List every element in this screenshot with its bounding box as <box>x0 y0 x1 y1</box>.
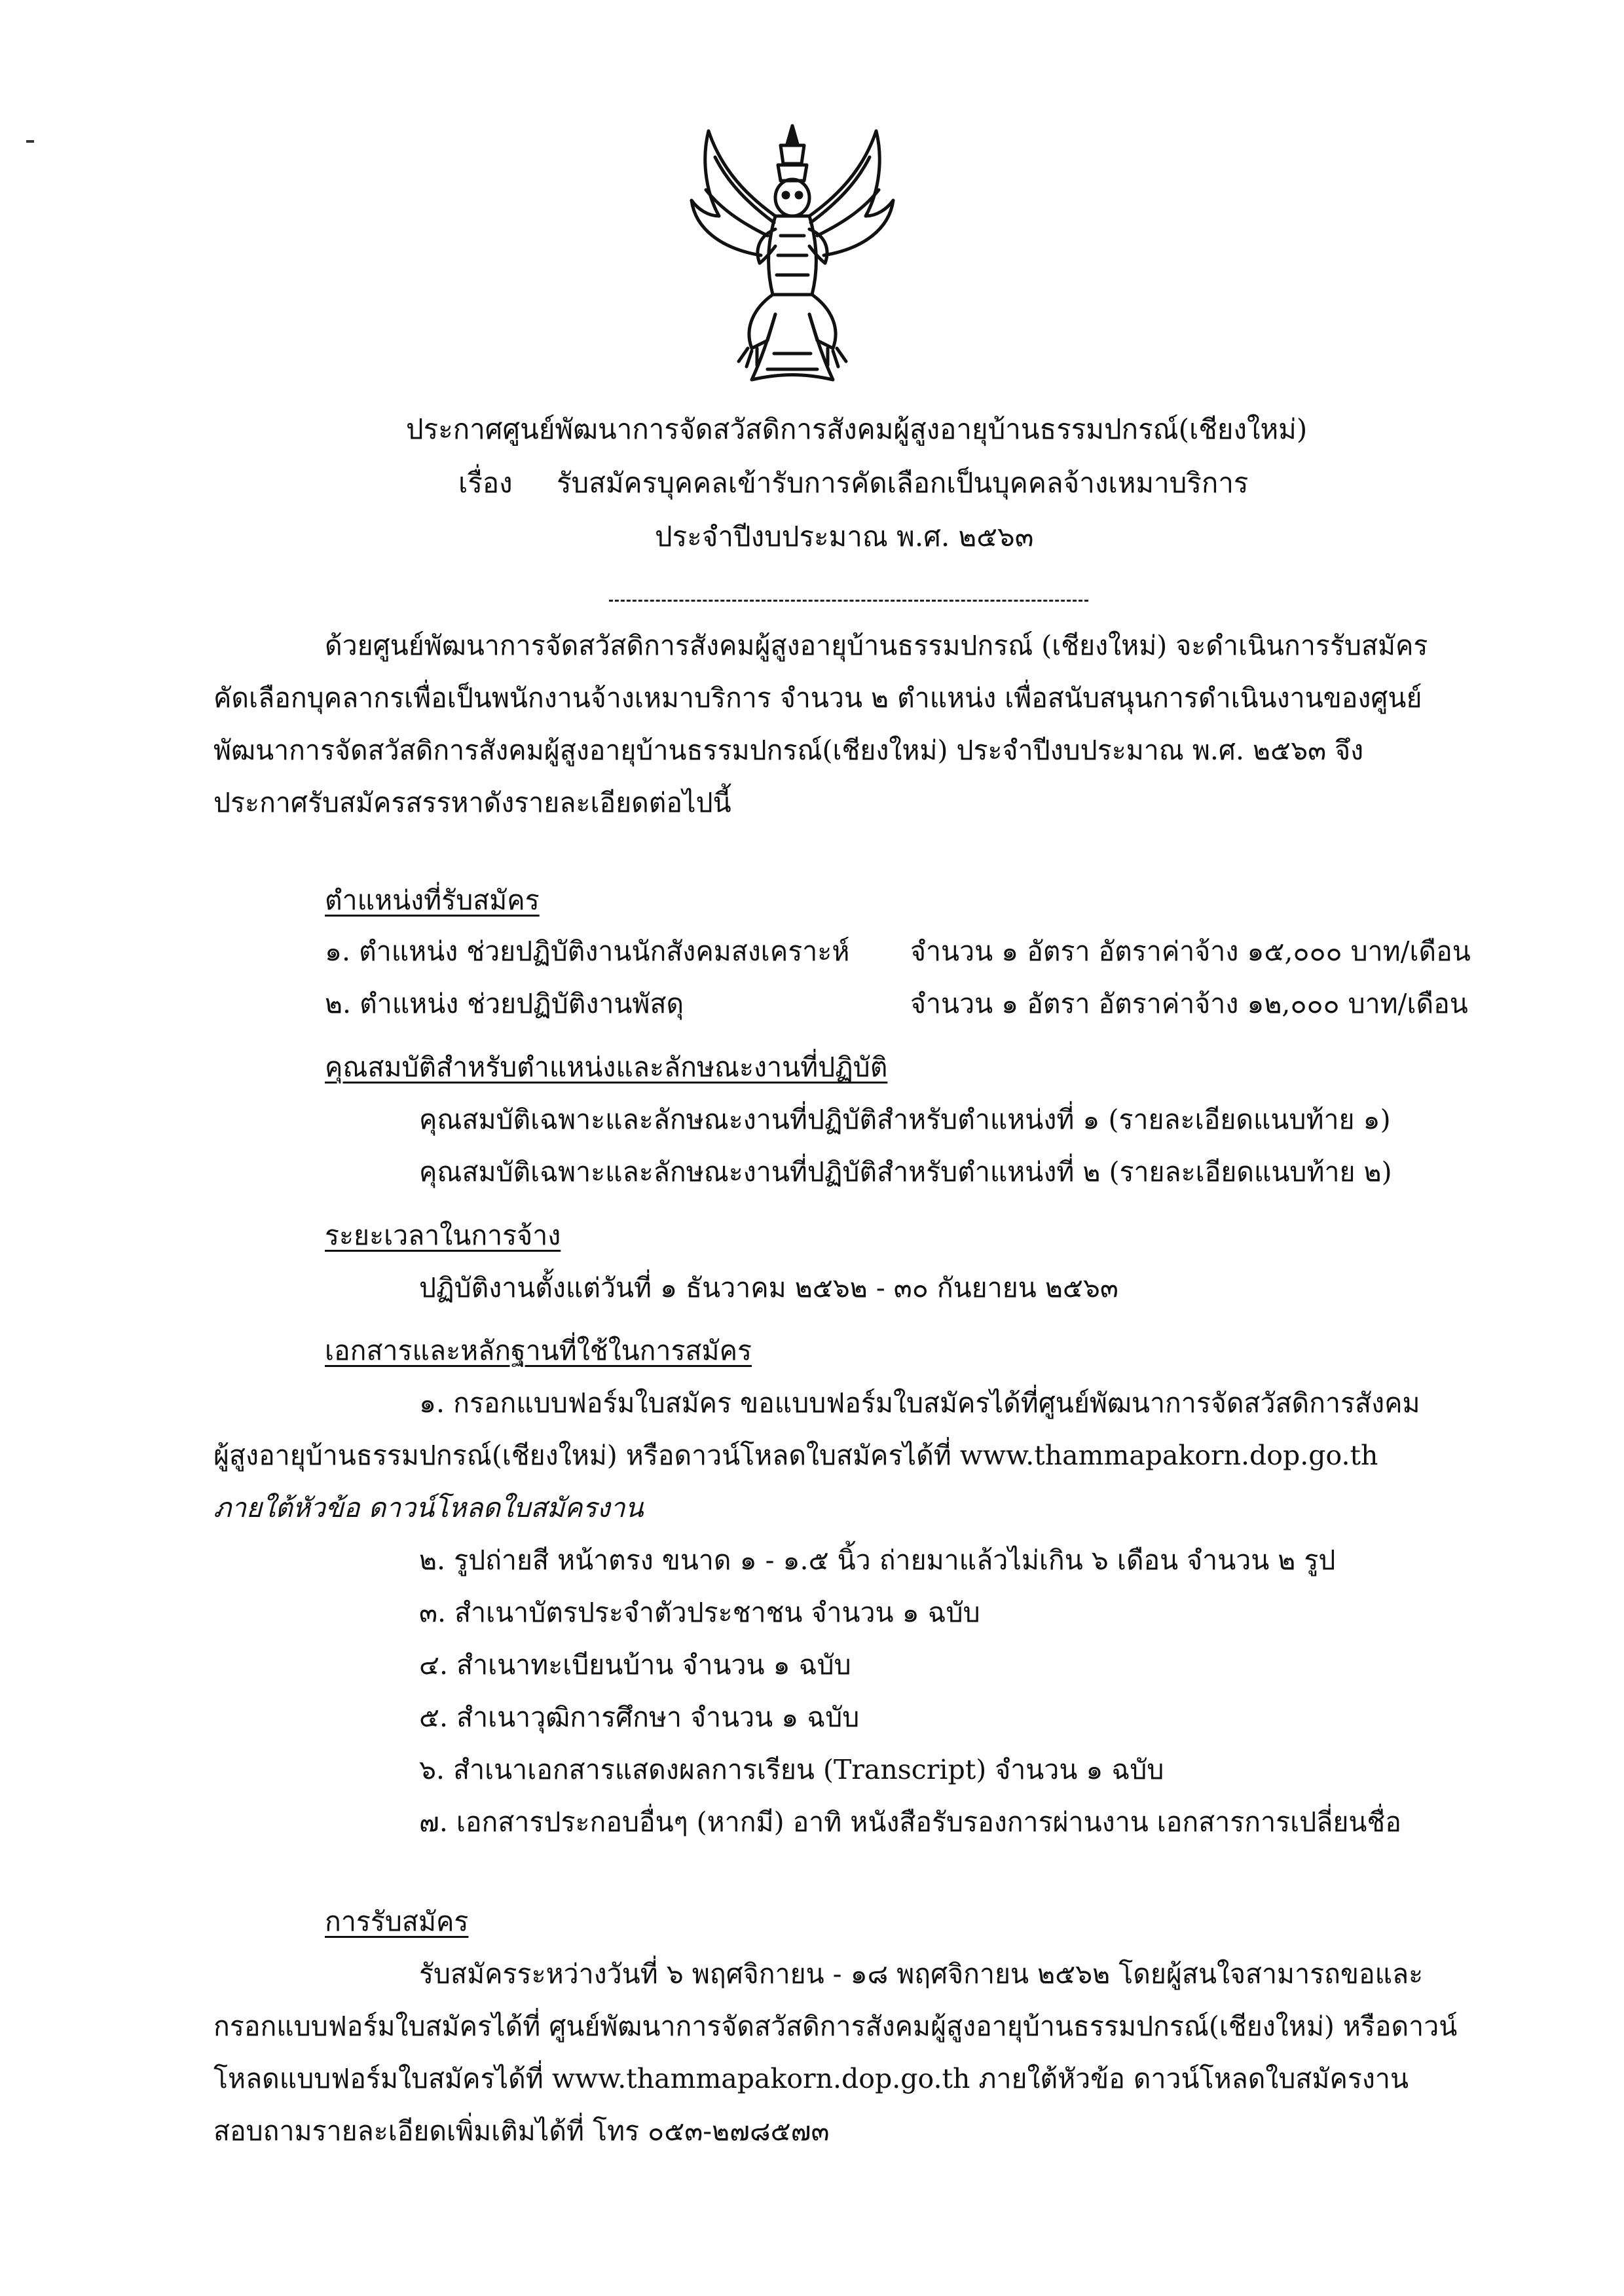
qualification-2: คุณสมบัติเฉพาะและลักษณะงานที่ปฏิบัติสำหรับตำแหน่งที่ ๒ (รายละเอียดแนบท้าย ๒) <box>419 1156 1392 1188</box>
document-item-2: ๒. รูปถ่ายสี หน้าตรง ขนาด ๑ - ๑.๕ นิ้ว ถ่ายมาแล้วไม่เกิน ๖ เดือน จำนวน ๒ รูป <box>419 1544 1336 1576</box>
employment-period-heading: ระยะเวลาในการจ้าง <box>325 1220 561 1251</box>
application-line-1: รับสมัครระหว่างวันที่ ๖ พฤศจิกายน - ๑๘ พฤศจิกายน ๒๕๖๒ โดยผู้สนใจสามารถขอและ <box>419 1958 1424 1990</box>
document-item-3: ๓. สำเนาบัตรประจำตัวประชาชน จำนวน ๑ ฉบับ <box>419 1597 980 1628</box>
document-item-4: ๔. สำเนาทะเบียนบ้าน จำนวน ๑ ฉบับ <box>419 1649 851 1681</box>
document-item-1-line-1: ๑. กรอกแบบฟอร์มใบสมัคร ขอแบบฟอร์มใบสมัครได้ที่ศูนย์พัฒนาการจัดสวัสดิการสังคม <box>419 1387 1420 1419</box>
header-divider <box>609 600 1088 602</box>
position-1-name: ๑. ตำแหน่ง ช่วยปฏิบัติงานนักสังคมสงเคราะห์ <box>325 936 850 967</box>
intro-line-4: ประกาศรับสมัครสรรหาดังรายละเอียดต่อไปนี้ <box>213 787 731 818</box>
subject-text: รับสมัครบุคคลเข้ารับการคัดเลือกเป็นบุคคลจ้างเหมาบริการ <box>557 467 1249 499</box>
intro-line-1: ด้วยศูนย์พัฒนาการจัดสวัสดิการสังคมผู้สูงอายุบ้านธรรมปกรณ์ (เชียงใหม่) จะดำเนินการรับสมัคร <box>325 630 1428 661</box>
employment-period-text: ปฏิบัติงานตั้งแต่วันที่ ๑ ธันวาคม ๒๕๖๒ - ๓๐ กันยายน ๒๕๖๓ <box>419 1272 1118 1303</box>
qualification-1: คุณสมบัติเฉพาะและลักษณะงานที่ปฏิบัติสำหรับตำแหน่งที่ ๑ (รายละเอียดแนบท้าย ๑) <box>419 1104 1391 1135</box>
positions-heading: ตำแหน่งที่รับสมัคร <box>325 884 540 916</box>
document-item-1-line-2: ผู้สูงอายุบ้านธรรมปกรณ์(เชียงใหม่) หรือดาวน์โหลดใบสมัครได้ที่ www.thammapakorn.dop.go.th <box>213 1440 1378 1471</box>
application-heading: การรับสมัคร <box>325 1906 469 1937</box>
position-2-detail: จำนวน ๑ อัตรา อัตราค่าจ้าง ๑๒,๐๐๐ บาท/เดือน <box>910 988 1468 1019</box>
position-2-name: ๒. ตำแหน่ง ช่วยปฏิบัติงานพัสดุ <box>325 988 684 1019</box>
document-item-6: ๖. สำเนาเอกสารแสดงผลการเรียน (Transcript) จำนวน ๑ ฉบับ <box>419 1754 1164 1785</box>
document-item-1-line-3: ภายใต้หัวข้อ ดาวน์โหลดใบสมัครงาน <box>213 1492 644 1523</box>
document-item-7: ๗. เอกสารประกอบอื่นๆ (หากมี) อาทิ หนังสือรับรองการผ่านงาน เอกสารการเปลี่ยนชื่อ <box>419 1806 1401 1838</box>
position-1-detail: จำนวน ๑ อัตรา อัตราค่าจ้าง ๑๕,๐๐๐ บาท/เดือน <box>910 936 1471 967</box>
application-line-2: กรอกแบบฟอร์มใบสมัครได้ที่ ศูนย์พัฒนาการจัดสวัสดิการสังคมผู้สูงอายุบ้านธรรมปกรณ์(เชียงใหม่) หรือดาวน์ <box>213 2011 1458 2042</box>
application-line-3: โหลดแบบฟอร์มใบสมัครได้ที่ www.thammapakorn.dop.go.th ภายใต้หัวข้อ ดาวน์โหลดใบสมัครงาน <box>213 2063 1409 2094</box>
application-line-4: สอบถามรายละเอียดเพิ่มเติมได้ที่ โทร ๐๕๓-๒๗๘๕๗๓ <box>213 2115 830 2147</box>
garuda-emblem-icon <box>689 118 896 390</box>
scan-mark <box>26 140 34 143</box>
fiscal-year-title: ประจำปีงบประมาณ พ.ศ. ๒๕๖๓ <box>655 520 1034 553</box>
document-item-5: ๕. สำเนาวุฒิการศึกษา จำนวน ๑ ฉบับ <box>419 1702 860 1733</box>
intro-line-3: พัฒนาการจัดสวัสดิการสังคมผู้สูงอายุบ้านธรรมปกรณ์(เชียงใหม่) ประจำปีงบประมาณ พ.ศ. ๒๕๖๓ จึง <box>213 735 1364 766</box>
announcement-title: ประกาศศูนย์พัฒนาการจัดสวัสดิการสังคมผู้สูงอายุบ้านธรรมปกรณ์(เชียงใหม่) <box>406 413 1308 445</box>
subject-label: เรื่อง <box>458 467 513 499</box>
qualifications-heading: คุณสมบัติสำหรับตำแหน่งและลักษณะงานที่ปฏิบัติ <box>325 1051 888 1083</box>
documents-heading: เอกสารและหลักฐานที่ใช้ในการสมัคร <box>325 1335 752 1366</box>
intro-line-2: คัดเลือกบุคลากรเพื่อเป็นพนักงานจ้างเหมาบริการ จำนวน ๒ ตำแหน่ง เพื่อสนับสนุนการดำเนินงานของศูนย์ <box>213 682 1422 714</box>
